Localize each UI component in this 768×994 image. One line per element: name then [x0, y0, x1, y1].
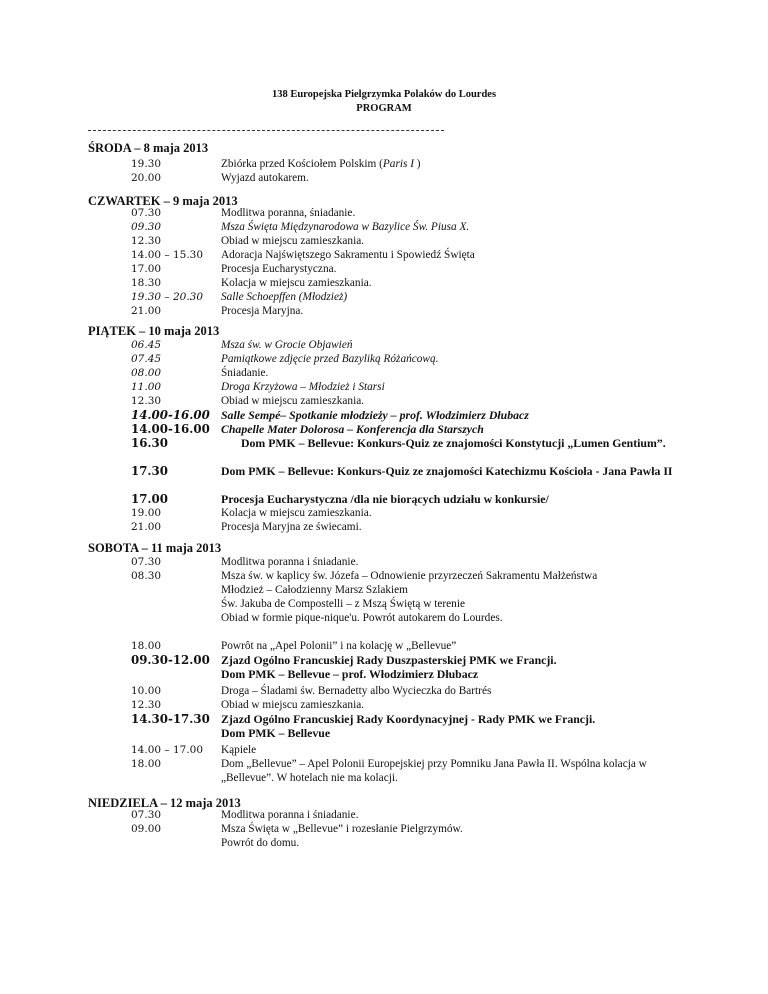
schedule-row — [0, 822, 768, 836]
event-description: Powrôt na „Apel Polonii” i na kolację w „Bellevue” — [221, 640, 457, 652]
event-time: 09.00 — [131, 823, 162, 835]
schedule-row — [0, 394, 768, 408]
event-description: Msza Święta Międzynarodowa w Bazylice Św. Piusa X. — [221, 221, 470, 233]
event-time: 18.30 — [131, 277, 162, 289]
schedule-row — [0, 712, 768, 726]
event-description: Kolacja w miejscu zamieszkania. — [221, 277, 372, 289]
schedule-row — [0, 611, 768, 625]
event-description: Procesja Maryjna ze świecami. — [221, 521, 362, 533]
schedule-row — [0, 338, 768, 352]
event-description: Salle Schoepffen (Młodzież) — [221, 291, 348, 303]
schedule-row — [0, 639, 768, 653]
event-description: Msza św. w kaplicy św. Józefa – Odnowienie przyrzeczeń Sakramentu Małżeństwa — [221, 570, 598, 582]
event-description: Powrót do domu. — [221, 837, 300, 849]
event-time: 21.00 — [131, 305, 162, 317]
event-time: 14.00-16.00 — [131, 408, 210, 422]
event-description: Wyjazd autokarem. — [221, 172, 309, 184]
event-description: Dom „Bellevue” – Apel Polonii Europejskiej przy Pomniku Jana Pawła II. Wspólna kolacja w „Bellevue”. W hotelach nie ma kolacji. — [221, 758, 647, 784]
document-subtitle: PROGRAM — [356, 103, 412, 114]
event-time: 07.30 — [131, 809, 162, 821]
event-time: 14.30-17.30 — [131, 712, 210, 726]
event-description: Procesja Eucharystyczna. — [221, 263, 337, 275]
schedule-row — [0, 808, 768, 822]
schedule-row — [0, 583, 768, 597]
event-time: 09.30 — [131, 221, 162, 233]
event-description: Dom PMK – Bellevue — [221, 726, 331, 740]
event-description: Pamiątkowe zdjęcie przed Bazyliką Różańcową. — [221, 353, 439, 365]
event-time: 17.00 — [131, 263, 162, 275]
event-description: Dom PMK – Bellevue: Konkurs-Quiz ze znajomości Konstytucji „Lumen Gentium”. — [241, 436, 666, 450]
event-time: 14.00 – 15.30 — [131, 249, 204, 261]
schedule-row — [0, 506, 768, 520]
event-description: Msza Święta w „Bellevue” i rozesłanie Pielgrzymów. — [221, 823, 463, 835]
schedule-row — [0, 698, 768, 712]
event-time: 19.00 — [131, 507, 162, 519]
schedule-row — [0, 757, 768, 784]
event-description: Kolacja w miejscu zamieszkania. — [221, 507, 372, 519]
event-time: 19.30 — [131, 158, 162, 170]
event-description: Młodzież – Całodzienny Marsz Szlakiem — [221, 584, 408, 596]
schedule-row — [0, 492, 768, 506]
event-description: Św. Jakuba de Compostelli – z Mszą Świętą w terenie — [221, 598, 465, 610]
event-time: 12.30 — [131, 699, 162, 711]
event-description: Śniadanie. — [221, 367, 269, 379]
event-time: 14.00 – 17.00 — [131, 744, 204, 756]
day-heading-wednesday: ŚRODA – 8 maja 2013 — [88, 141, 209, 155]
event-time: 12.30 — [131, 395, 162, 407]
schedule-row — [0, 352, 768, 366]
event-time: 14.00-16.00 — [131, 422, 210, 436]
schedule-row — [0, 726, 768, 740]
event-description: Zjazd Ogólno Francuskiej Rady Duszpasterskiej PMK we Francji. — [221, 653, 557, 667]
event-time: 12.30 — [131, 235, 162, 247]
schedule-row — [0, 555, 768, 569]
schedule-row — [0, 262, 768, 276]
schedule-row — [0, 667, 768, 681]
event-description: Obiad w miejscu zamieszkania. — [221, 235, 365, 247]
event-time: 16.30 — [131, 436, 168, 450]
event-time: 08.30 — [131, 570, 162, 582]
event-time: 06.45 — [131, 339, 162, 351]
schedule-row — [0, 206, 768, 220]
schedule-row — [0, 597, 768, 611]
schedule-row — [0, 380, 768, 394]
event-description: Procesja Maryjna. — [221, 305, 304, 317]
event-description: Salle Sempé– Spotkanie młodzieży – prof. Włodzimierz Dłubacz — [221, 408, 529, 422]
dashed-divider — [88, 130, 444, 131]
event-description: Obiad w miejscu zamieszkania. — [221, 395, 365, 407]
schedule-row — [0, 290, 768, 304]
event-time: 21.00 — [131, 521, 162, 533]
schedule-row — [0, 276, 768, 290]
day-heading-saturday: SOBOTA – 11 maja 2013 — [88, 541, 222, 555]
event-time: 20.00 — [131, 172, 162, 184]
event-description: Zbiórka przed Kościołem Polskim (Paris I ) — [221, 158, 421, 170]
schedule-row — [0, 220, 768, 234]
event-description: Droga – Śladami św. Bernadetty albo Wycieczka do Bartrés — [221, 685, 492, 697]
event-description: Dom PMK – Bellevue – prof. Włodzimierz Dłubacz — [221, 667, 479, 681]
schedule-row — [0, 684, 768, 698]
event-description: Modlitwa poranna i śniadanie. — [221, 809, 359, 821]
event-time: 07.45 — [131, 353, 162, 365]
event-time: 17.00 — [131, 492, 168, 506]
event-time: 10.00 — [131, 685, 162, 697]
event-time: 07.30 — [131, 207, 162, 219]
event-description: Dom PMK – Bellevue: Konkurs-Quiz ze znajomości Katechizmu Kościoła - Jana Pawła II — [221, 464, 673, 478]
schedule-row — [0, 171, 768, 185]
schedule-row — [0, 248, 768, 262]
schedule-row — [0, 234, 768, 248]
schedule-row — [0, 408, 768, 422]
schedule-row — [0, 436, 768, 450]
event-time: 07.30 — [131, 556, 162, 568]
day-heading-friday: PIĄTEK – 10 maja 2013 — [88, 324, 220, 338]
event-time: 09.30-12.00 — [131, 653, 210, 667]
document-title: 138 Europejska Pielgrzymka Polaków do Lourdes — [271, 89, 497, 100]
event-description: Obiad w miejscu zamieszkania. — [221, 699, 365, 711]
schedule-row — [0, 836, 768, 850]
event-description: Chapelle Mater Dolorosa – Konferencja dla Starszych — [221, 422, 484, 436]
event-time: 08.00 — [131, 367, 162, 379]
schedule-row — [0, 520, 768, 534]
event-description: Msza św. w Grocie Objawień — [221, 339, 353, 351]
event-description: Droga Krzyżowa – Młodzież i Starsi — [221, 381, 385, 393]
event-time: 18.00 — [131, 758, 162, 770]
day-heading-thursday: CZWARTEK – 9 maja 2013 — [88, 194, 238, 208]
event-description: Zjazd Ogólno Francuskiej Rady Koordynacyjnej - Rady PMK we Francji. — [221, 712, 596, 726]
event-description: Modlitwa poranna, śniadanie. — [221, 207, 356, 219]
day-heading-sunday: NIEDZIELA – 12 maja 2013 — [88, 796, 241, 810]
event-description: Adoracja Najświętszego Sakramentu i Spowiedź Święta — [221, 249, 475, 261]
event-description: Kąpiele — [221, 744, 257, 756]
schedule-row — [0, 464, 768, 478]
schedule-row — [0, 366, 768, 380]
schedule-row — [0, 157, 768, 171]
schedule-row — [0, 569, 768, 583]
schedule-row — [0, 743, 768, 757]
schedule-row — [0, 653, 768, 667]
event-time: 17.30 — [131, 464, 168, 478]
event-description: Obiad w formie pique-nique'u. Powrót autokarem do Lourdes. — [221, 612, 503, 624]
schedule-row — [0, 304, 768, 318]
event-time: 18.00 — [131, 640, 162, 652]
event-description: Modlitwa poranna i śniadanie. — [221, 556, 359, 568]
event-time: 11.00 — [131, 381, 162, 393]
schedule-row — [0, 422, 768, 436]
event-description: Procesja Eucharystyczna /dla nie biorących udziału w konkursie/ — [221, 492, 549, 506]
event-time: 19.30 – 20.30 — [131, 291, 204, 303]
